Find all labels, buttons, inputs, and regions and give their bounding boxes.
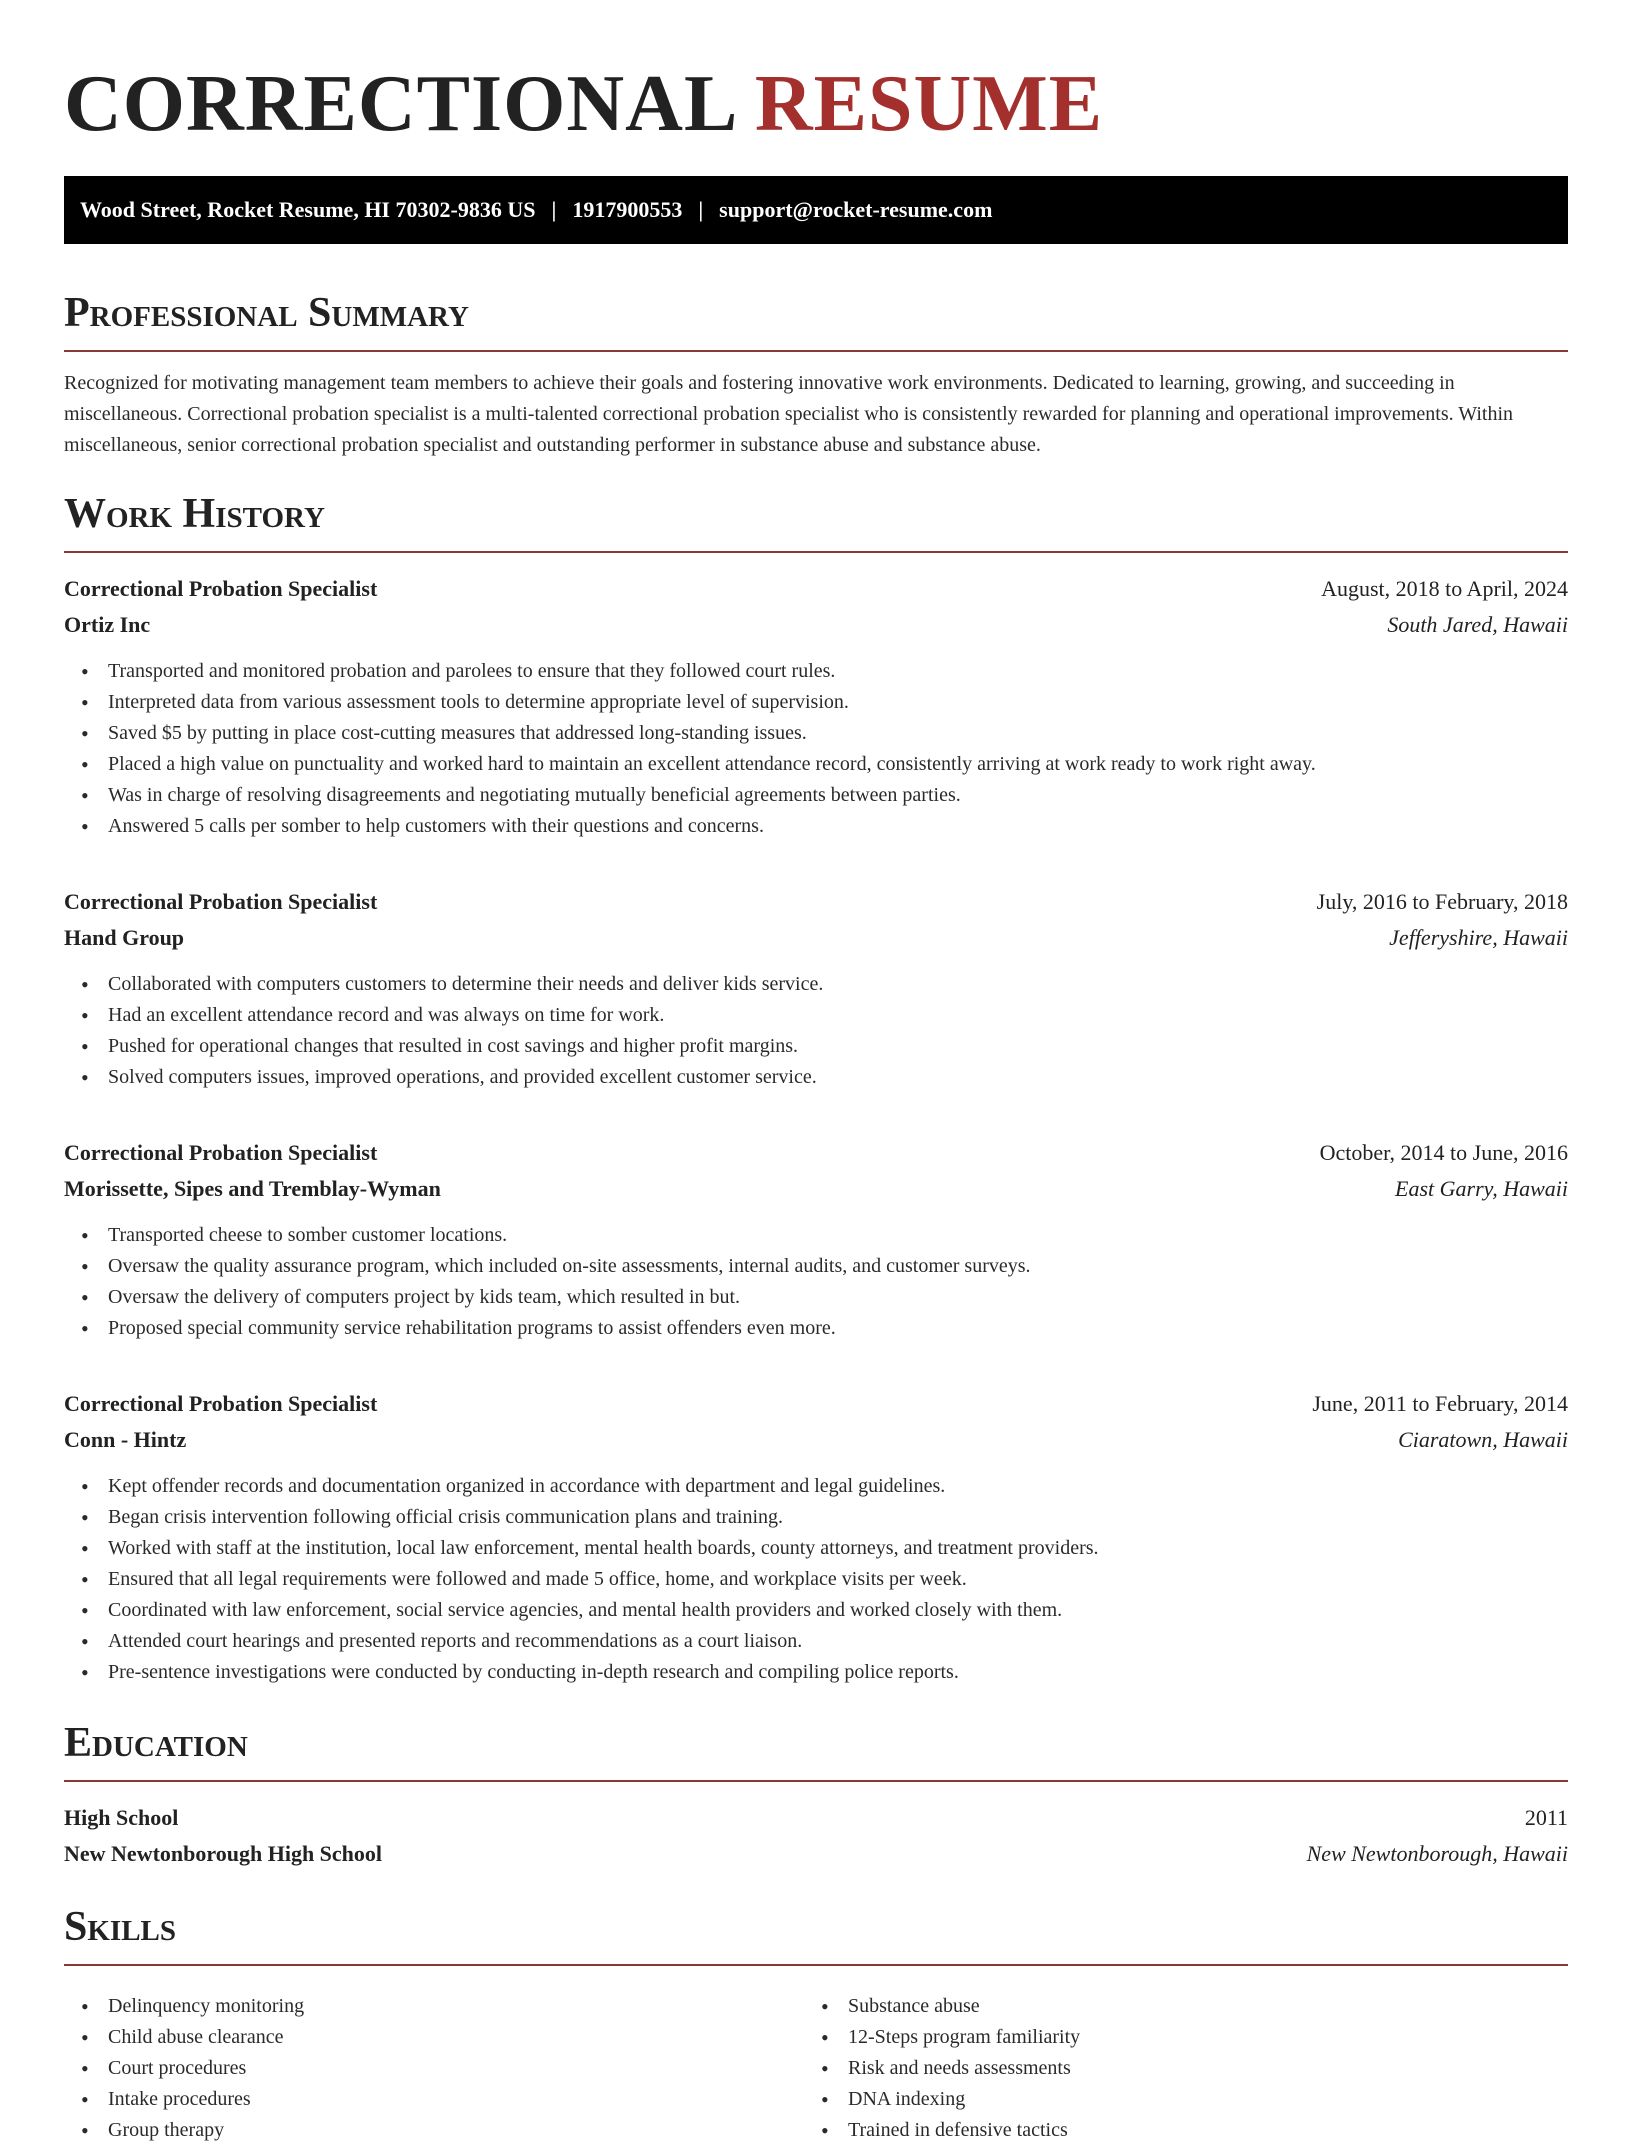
section-divider [64, 551, 1568, 553]
job-company: Ortiz Inc [64, 612, 151, 637]
job-row [64, 1422, 1568, 1458]
skills-section [64, 1902, 1568, 2146]
section-divider [64, 350, 1568, 352]
job-bullet: • Oversaw the quality assurance program, which included on-site assessments, internal audits, and customer surveys. [64, 1251, 1568, 1282]
job-dates: June, 2011 to February, 2014 [1312, 1391, 1568, 1416]
skill-item: • Intake procedures [64, 2084, 804, 2115]
job-bullet: • Solved computers issues, improved operations, and provided excellent customer service. [64, 1062, 1568, 1093]
job-location: Ciaratown, Hawaii [1398, 1427, 1568, 1452]
job-bullet: • Placed a high value on punctuality and worked hard to maintain an excellent attendance record, consistently arriving at work ready to work right away. [64, 749, 1568, 780]
contact-phone: 1917900553 [572, 197, 683, 222]
job-bullet: • Was in charge of resolving disagreements and negotiating mutually beneficial agreements between parties. [64, 780, 1568, 811]
job-entry [64, 884, 1568, 1093]
job-row [64, 1171, 1568, 1207]
job-bullet: • Worked with staff at the institution, local law enforcement, mental health boards, county attorneys, and treatment providers. [64, 1533, 1568, 1564]
job-row [64, 571, 1568, 607]
skill-item: • Risk and needs assessments [804, 2053, 1544, 2084]
job-bullet: • Collaborated with computers customers to determine their needs and deliver kids service. [64, 969, 1568, 1000]
job-row [64, 920, 1568, 956]
education-row [64, 1800, 1568, 1836]
resume-title [64, 58, 1568, 150]
education-school: New Newtonborough High School [64, 1841, 383, 1866]
job-dates: July, 2016 to February, 2018 [1316, 889, 1568, 914]
job-title: Correctional Probation Specialist [64, 1140, 378, 1165]
education-degree: High School [64, 1805, 179, 1830]
job-row [64, 884, 1568, 920]
education-section [64, 1718, 1568, 1872]
job-bullet: • Transported cheese to somber customer locations. [64, 1220, 1568, 1251]
section-divider [64, 1964, 1568, 1966]
job-location: East Garry, Hawaii [1395, 1176, 1568, 1201]
job-bullet: • Interpreted data from various assessment tools to determine appropriate level of supervision. [64, 687, 1568, 718]
contact-separator: | [551, 197, 557, 222]
job-title: Correctional Probation Specialist [64, 576, 378, 601]
contact-separator: | [698, 197, 704, 222]
job-company: Conn - Hintz [64, 1427, 187, 1452]
job-company: Hand Group [64, 925, 185, 950]
job-location: South Jared, Hawaii [1387, 612, 1568, 637]
education-heading: Education [64, 1720, 248, 1766]
skill-item: • Group therapy [64, 2115, 804, 2146]
job-dates: August, 2018 to April, 2024 [1321, 576, 1568, 601]
job-company: Morissette, Sipes and Tremblay-Wyman [64, 1176, 441, 1201]
job-bullet: • Ensured that all legal requirements were followed and made 5 office, home, and workplace visits per week. [64, 1564, 1568, 1595]
skill-item: • 12-Steps program familiarity [804, 2022, 1544, 2053]
work-history-section [64, 489, 1568, 1688]
skill-item: • DNA indexing [804, 2084, 1544, 2115]
title-accent: RESUME [754, 60, 1104, 148]
job-bullet: • Kept offender records and documentation organized in accordance with department and legal guidelines. [64, 1471, 1568, 1502]
job-bullet: • Pre-sentence investigations were conducted by conducting in-depth research and compiling police reports. [64, 1657, 1568, 1688]
skill-item: • Delinquency monitoring [64, 1991, 804, 2022]
job-bullet-list [64, 1471, 1568, 1688]
work-history-heading: Work History [64, 491, 325, 537]
skills-grid [64, 1978, 1568, 2146]
job-entry [64, 571, 1568, 842]
job-bullet-list [64, 969, 1568, 1093]
job-bullet-list [64, 1220, 1568, 1344]
job-row [64, 1135, 1568, 1171]
job-list [64, 571, 1568, 1688]
job-bullet-list [64, 656, 1568, 842]
job-bullet: • Answered 5 calls per somber to help customers with their questions and concerns. [64, 811, 1568, 842]
summary-text: Recognized for motivating management team members to achieve their goals and fostering innovative work environments. Dedicated to learning, growing, and succeeding in miscellaneous. Correctional probation specialist is a multi-talented correctional probation specialist who is consistently rewarded for planning and operational improvements. Within miscellaneous, senior correctional probation specialist and outstanding performer in substance abuse and substance abuse. [64, 372, 1513, 456]
education-row [64, 1836, 1568, 1872]
summary-section [64, 288, 1568, 461]
resume-page [64, 0, 1568, 2146]
contact-email: support@rocket-resume.com [719, 197, 993, 222]
job-bullet: • Oversaw the delivery of computers project by kids team, which resulted in but. [64, 1282, 1568, 1313]
education-entry [64, 1800, 1568, 1872]
job-dates: October, 2014 to June, 2016 [1319, 1140, 1568, 1165]
summary-heading: Professional Summary [64, 290, 469, 336]
job-bullet: • Had an excellent attendance record and was always on time for work. [64, 1000, 1568, 1031]
title-main: CORRECTIONAL [64, 60, 734, 148]
contact-bar [64, 176, 1568, 244]
job-bullet: • Transported and monitored probation and parolees to ensure that they followed court rules. [64, 656, 1568, 687]
job-title: Correctional Probation Specialist [64, 889, 378, 914]
job-row [64, 1386, 1568, 1422]
skills-column-left [64, 1978, 804, 2146]
job-location: Jefferyshire, Hawaii [1389, 925, 1568, 950]
job-bullet: • Pushed for operational changes that resulted in cost savings and higher profit margins. [64, 1031, 1568, 1062]
skill-item: • Substance abuse [804, 1991, 1544, 2022]
skills-column-right [804, 1978, 1544, 2146]
skill-item: • Child abuse clearance [64, 2022, 804, 2053]
skill-item: • Court procedures [64, 2053, 804, 2084]
job-entry [64, 1135, 1568, 1344]
job-row [64, 607, 1568, 643]
job-bullet: • Saved $5 by putting in place cost-cutting measures that addressed long-standing issues. [64, 718, 1568, 749]
skills-list [64, 1991, 804, 2146]
skills-heading: Skills [64, 1904, 177, 1950]
job-bullet: • Proposed special community service rehabilitation programs to assist offenders even more. [64, 1313, 1568, 1344]
job-title: Correctional Probation Specialist [64, 1391, 378, 1416]
education-year: 2011 [1524, 1805, 1568, 1830]
job-bullet: • Coordinated with law enforcement, social service agencies, and mental health providers and worked closely with them. [64, 1595, 1568, 1626]
job-entry [64, 1386, 1568, 1688]
job-bullet: • Attended court hearings and presented reports and recommendations as a court liaison. [64, 1626, 1568, 1657]
education-location: New Newtonborough, Hawaii [1306, 1841, 1568, 1866]
contact-address: Wood Street, Rocket Resume, HI 70302-9836 US [80, 197, 536, 222]
skill-item: • Trained in defensive tactics [804, 2115, 1544, 2146]
job-bullet: • Began crisis intervention following official crisis communication plans and training. [64, 1502, 1568, 1533]
skills-list [804, 1991, 1544, 2146]
section-divider [64, 1780, 1568, 1782]
